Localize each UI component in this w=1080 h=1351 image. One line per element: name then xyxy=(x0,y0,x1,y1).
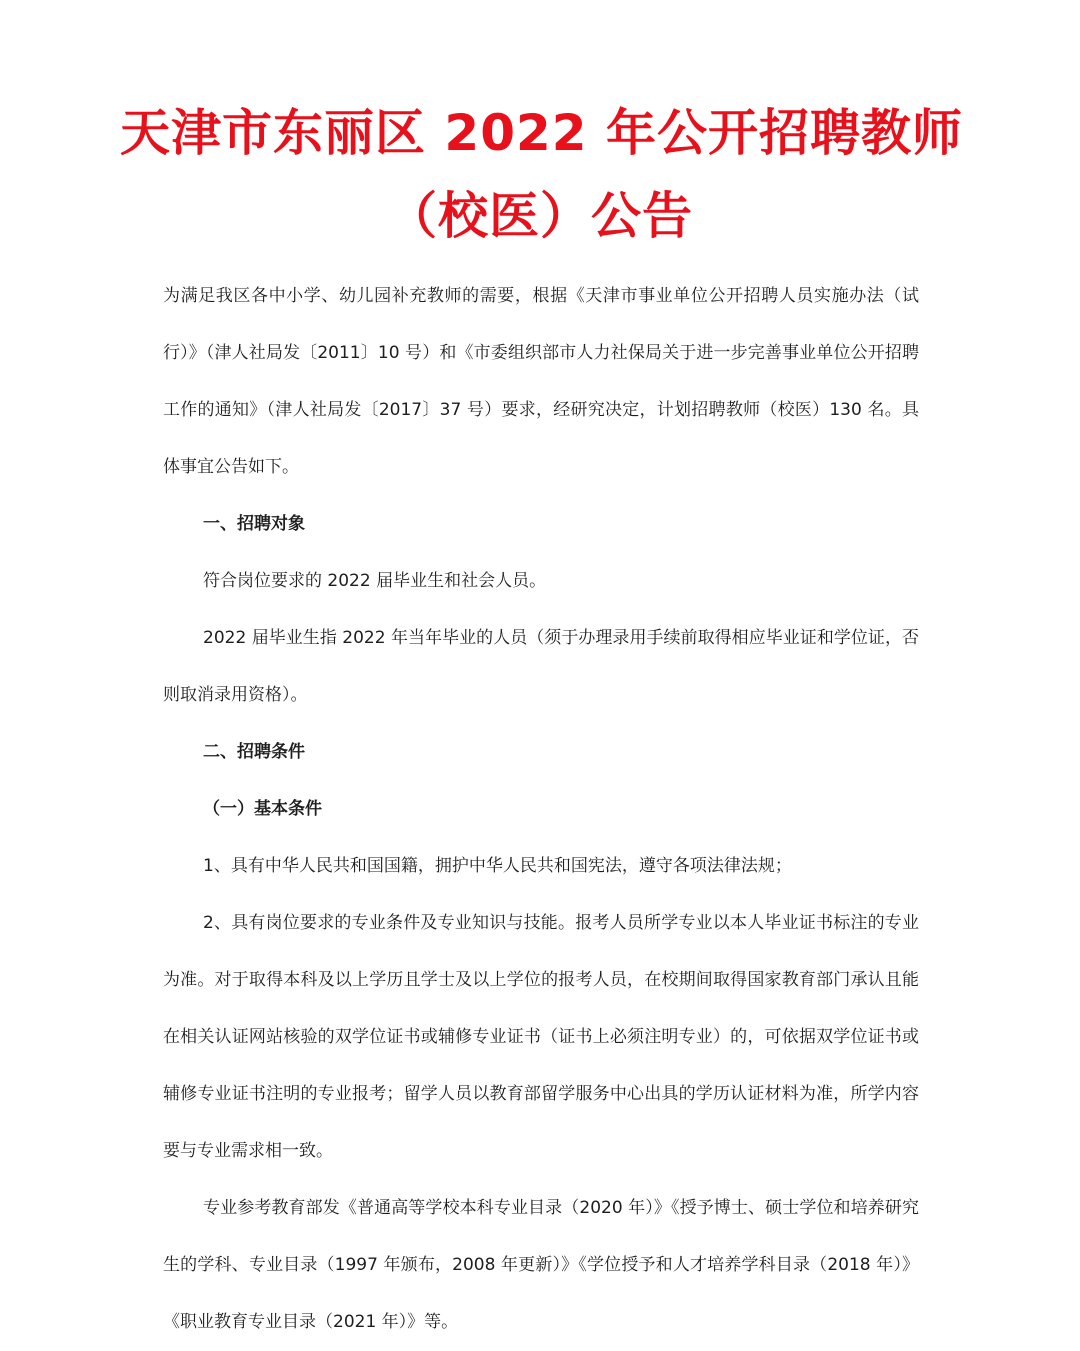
section-heading-recruitment-conditions: 二、招聘条件 xyxy=(203,742,305,762)
document-title-line2: （校医）公告 xyxy=(387,187,693,245)
document-title-line1: 天津市东丽区 2022 年公开招聘教师 xyxy=(120,104,963,162)
paragraph-eligible-candidates: 符合岗位要求的 2022 届毕业生和社会人员。 xyxy=(203,571,547,591)
condition-item-1: 1、具有中华人民共和国国籍，拥护中华人民共和国宪法，遵守各项法律法规； xyxy=(203,856,792,876)
condition-item-2: 2、具有岗位要求的专业条件及专业知识与技能。报考人员所学专业以本人毕业证书标注的专业为准。对于取得本科及以上学历且学士及以上学位的报考人员，在校期间取得国家教育部门承认且能在相关认证网站核验的双学位证书或辅修专业证书（证书上必须注明专业）的，可依据双学位证书或辅修专业证书注明的专业报考；留学人员以教育部留学服务中心出具的学历认证材料为准，所学内容要与专业需求相一致。 xyxy=(163,913,919,1161)
paragraph-graduate-definition: 2022 届毕业生指 2022 年当年毕业的人员（须于办理录用手续前取得相应毕业证和学位证，否则取消录用资格）。 xyxy=(163,628,919,705)
intro-paragraph: 为满足我区各中小学、幼儿园补充教师的需要，根据《天津市事业单位公开招聘人员实施办法（试行）》（津人社局发〔2011〕10 号）和《市委组织部市人力社保局关于进一步完善事业单位公开招聘工作的通知》（津人社局发〔2017〕37 号）要求，经研究决定，计划招聘教师（校医）130 名。具体事宜公告如下。 xyxy=(163,286,919,477)
sub-heading-basic-conditions: （一）基本条件 xyxy=(203,799,322,819)
document-body xyxy=(163,268,919,1351)
section-heading-recruitment-target: 一、招聘对象 xyxy=(203,514,305,534)
paragraph-major-reference: 专业参考教育部发《普通高等学校本科专业目录（2020 年）》《授予博士、硕士学位和培养研究生的学科、专业目录（1997 年颁布，2008 年更新）》《学位授予和人才培养学科目录（2018 年）》《职业教育专业目录（2021 年）》等。 xyxy=(163,1198,919,1332)
